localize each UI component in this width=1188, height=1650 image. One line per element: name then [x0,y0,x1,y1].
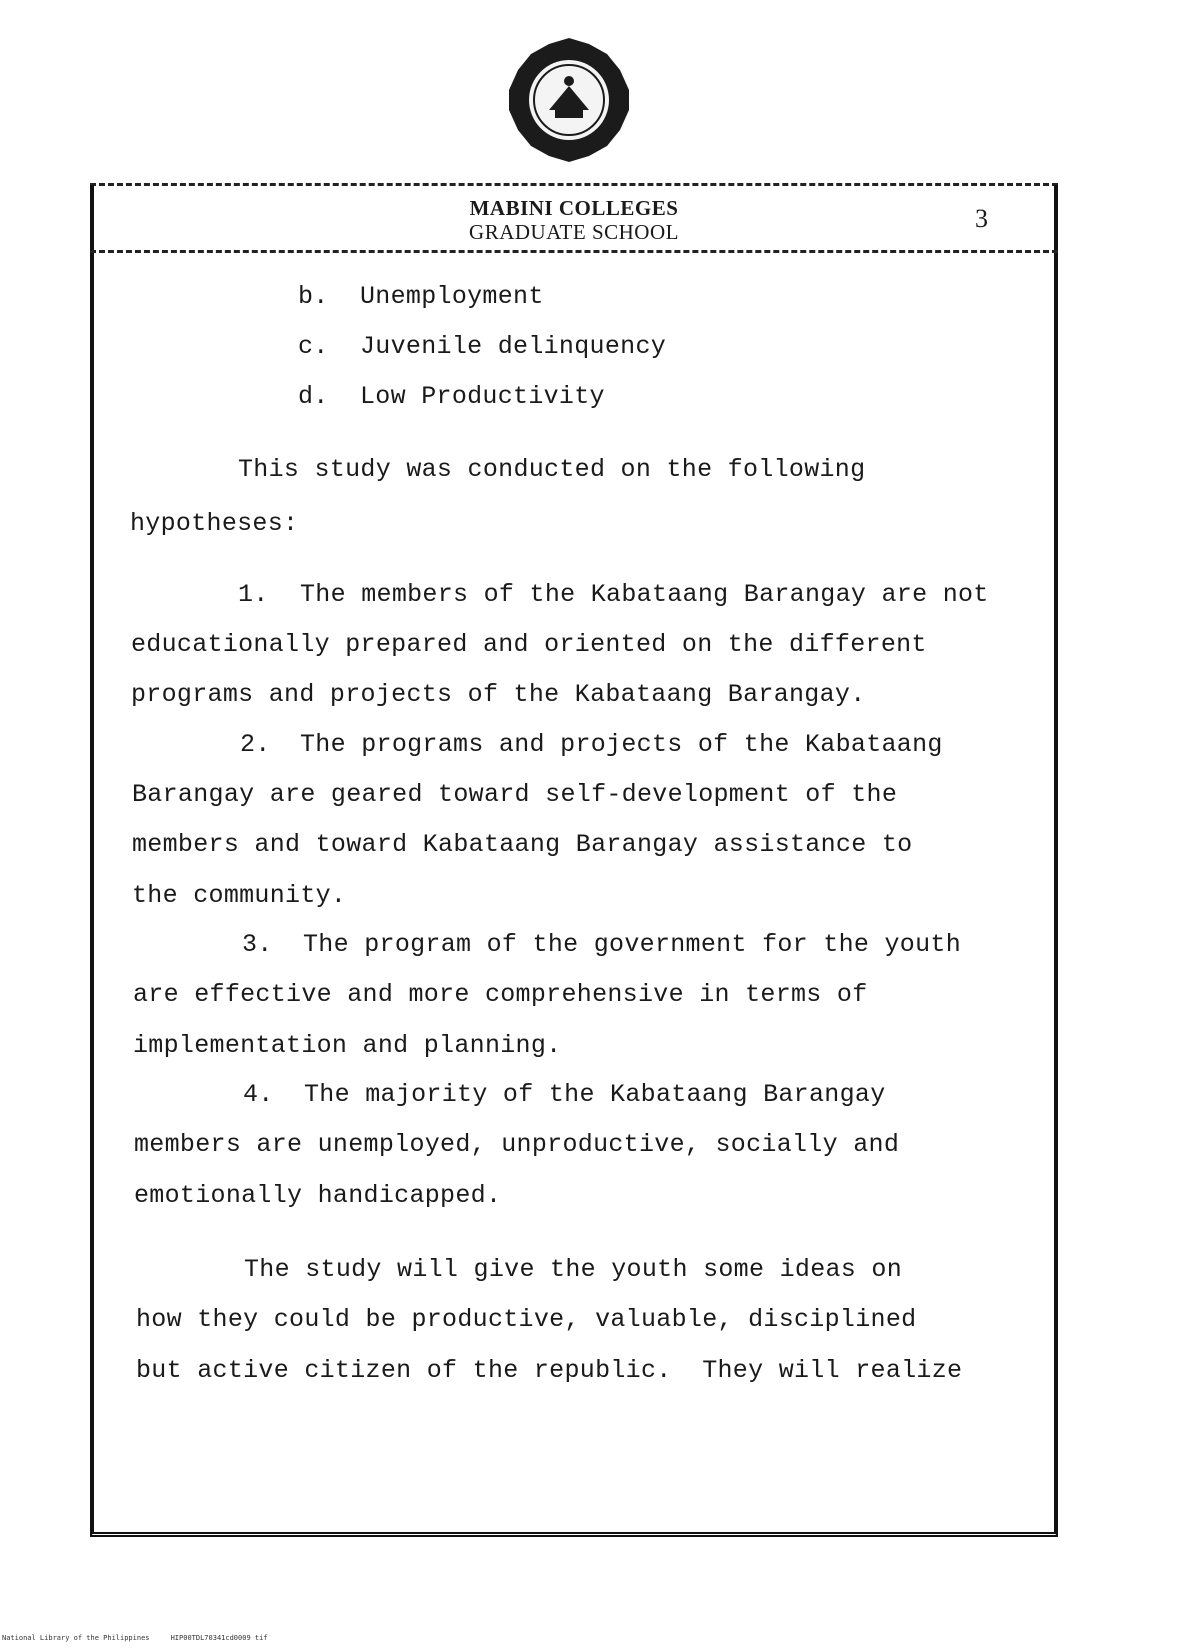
hypothesis-line: The program of the government for the youth [303,930,962,959]
hypothesis-line: are effective and more comprehensive in terms of [133,980,868,1009]
hypothesis-number: 1. [238,580,269,609]
hypothesis-number: 2. [240,730,271,759]
list-item-text: Unemployment [360,282,544,311]
paragraph-line: hypotheses: [130,509,299,538]
page-number: 3 [975,204,988,233]
list-item-marker: d. [298,382,329,411]
hypothesis-line: The members of the Kabataang Barangay are not [300,580,989,609]
hypothesis-line: members are unemployed, unproductive, socially and [134,1130,900,1159]
college-seal-icon [505,36,633,164]
hypothesis-line: The majority of the Kabataang Barangay [304,1080,886,1109]
header-rule [90,250,1058,253]
letterhead [90,196,1058,244]
file-identifier: HIP00TDL70341cd0009 tif [170,1634,268,1642]
hypothesis-line: Barangay are geared toward self-development of the [132,780,898,809]
library-credit: National Library of the Philippines [2,1634,150,1642]
paragraph-line: but active citizen of the republic. They will realize [136,1356,963,1385]
list-item-text: Juvenile delinquency [360,332,667,361]
hypothesis-line: emotionally handicapped. [134,1181,502,1210]
hypothesis-line: educationally prepared and oriented on the different [131,630,927,659]
hypothesis-line: members and toward Kabataang Barangay assistance to [132,830,913,859]
hypothesis-line: programs and projects of the Kabataang Barangay. [131,680,866,709]
list-item-marker: b. [298,282,329,311]
hypothesis-number: 4. [243,1080,274,1109]
paragraph-line: The study will give the youth some ideas on [244,1255,903,1284]
scan-footer [2,1634,268,1642]
paragraph-line: This study was conducted on the following [238,455,866,484]
list-item-marker: c. [298,332,329,361]
hypothesis-line: implementation and planning. [133,1031,562,1060]
school-name: GRADUATE SCHOOL [469,220,679,244]
paragraph-line: how they could be productive, valuable, disciplined [136,1305,917,1334]
hypothesis-line: The programs and projects of the Kabataang [300,730,943,759]
institution-name: MABINI COLLEGES [469,196,679,220]
hypothesis-line: the community. [132,881,347,910]
list-item-text: Low Productivity [360,382,605,411]
hypothesis-number: 3. [242,930,273,959]
